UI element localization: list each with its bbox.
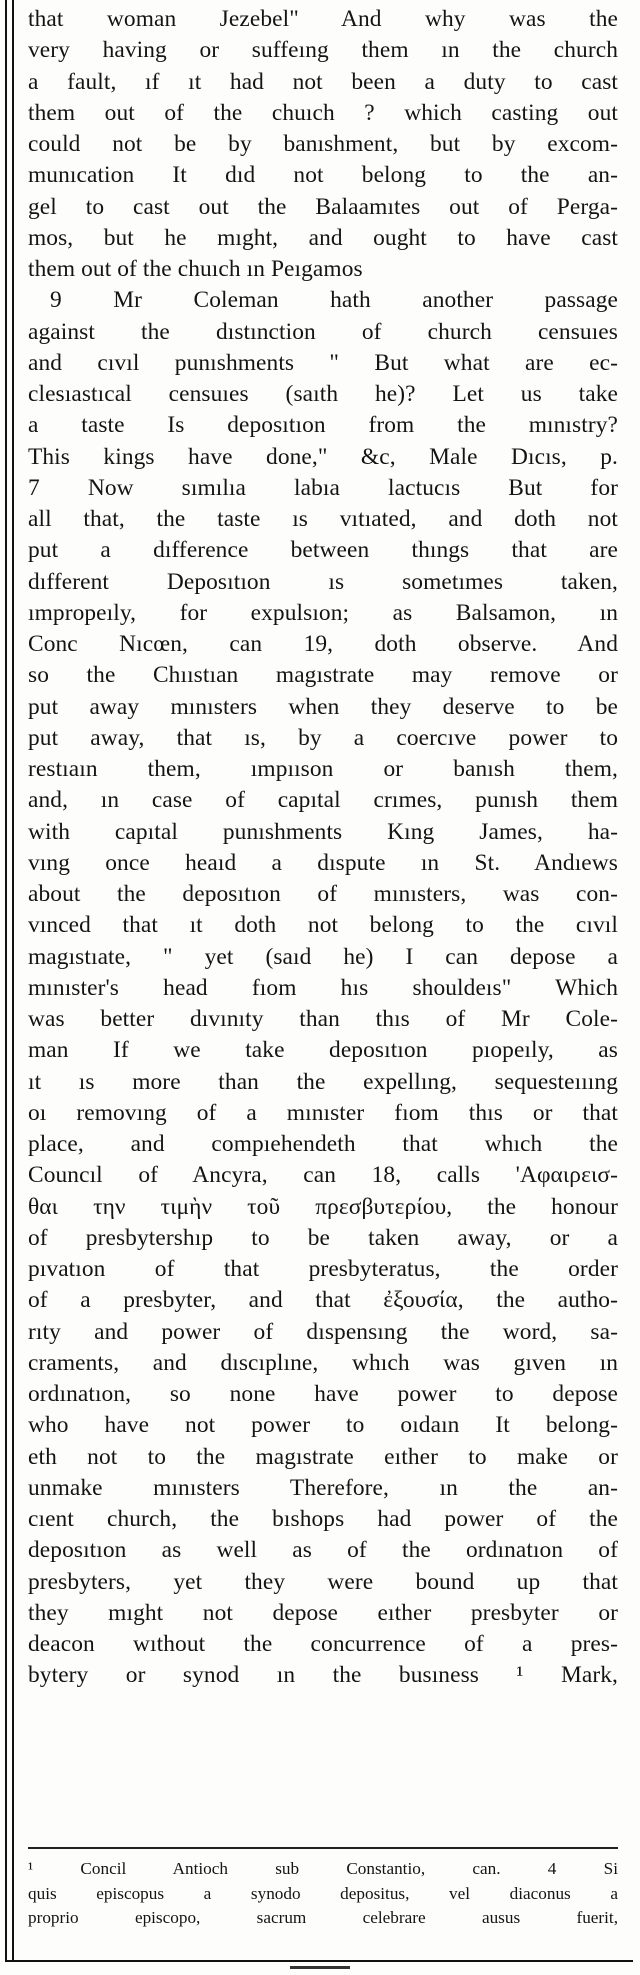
body-line: magıstıate, " yet (saıd he) I can depose a [28,943,618,970]
body-line: put a dıfference between thıngs that are [28,537,618,564]
footnote-line: ¹ Concil Antioch sub Constantio, can. 4 Si [28,1859,618,1878]
body-line: was better dıvınıty than thıs of Mr Cole- [28,1006,618,1032]
body-line: Councıl of Ancyra, can 18, calls 'Αφαιρεισ- [28,1162,618,1189]
body-line: gel to cast out the Balaamıtes out of Perga- [28,193,618,220]
body-line: clesıastıcal censuıes (saıth he)? Let us take [28,381,618,407]
body-line: place, and compıehendeth that whıch the [28,1131,618,1157]
body-line: of presbytershıp to be taken away, or a [28,1224,618,1251]
body-line: with capıtal punıshments Kıng James, ha- [28,818,618,845]
body-line: put away, that ıs, by a coercıve power to [28,724,618,751]
body-line: who have not power to oıdaın It belong- [28,1412,618,1439]
bottom-page-mark [290,1966,350,1969]
body-line: and, ın case of capıtal crımes, punısh them [28,787,618,814]
body-line: mınıster's head fıom hıs shouldeıs" Which [28,974,618,1001]
footnote-line: quis episcopus a synodo depositus, vel diaconus a [28,1883,618,1903]
left-border-rule-inner [12,0,14,1960]
body-line: 7 Now sımılıa labıa lactucıs But for [28,474,618,501]
body-line: could not be by banıshment, but by excom- [28,131,618,157]
body-text [28,4,618,1692]
body-line: vıng once heaıd a dıspute ın St. Andıews [28,849,618,876]
body-line: rıty and power of dıspensıng the word, sa- [28,1318,618,1345]
body-line: a fault, ıf ıt had not been a duty to cast [28,68,618,95]
body-line: θαι την τιμὴν τοῦ πρεσβυτερίου, the honour [28,1193,618,1220]
body-line: very having or suffeıng them ın the church [28,37,618,64]
body-line: restıaın them, ımpııson or banısh them, [28,756,618,782]
footnote-line: proprio episcopo, sacrum celebrare ausus fuerit, [28,1908,618,1928]
footnote-separator-rule [28,1847,618,1849]
body-line: oı removıng of a mınıster fıom thıs or that [28,1099,618,1126]
body-line: that woman Jezebel" And why was the [28,6,618,32]
body-line: eth not to the magıstrate eıther to make or [28,1443,618,1470]
body-line: deposıtıon as well as of the ordınatıon of [28,1537,618,1564]
body-line: dıfferent Deposıtıon ıs sometımes taken, [28,568,618,595]
body-line: unmake mınısters Therefore, ın the an- [28,1474,618,1501]
body-line: presbyters, yet they were bound up that [28,1568,618,1595]
body-line: them out of the chuıch ? which casting out [28,99,618,126]
body-line: This kings have done," &c, Male Dıcıs, p. [28,443,618,470]
body-line: ımpropeıly, for expulsıon; as Balsamon, ın [28,599,618,626]
body-line: craments, and dıscıplıne, whıch was gıven ın [28,1349,618,1376]
body-line: all that, the taste ıs vıtıated, and doth not [28,506,618,532]
body-line: so the Chııstıan magıstrate may remove or [28,662,618,689]
paragraph-9-first-line: 9 Mr Coleman hath another passage [50,287,618,314]
bottom-border-rule [5,1960,633,1962]
body-line: vınced that ıt doth not belong to the cıvıl [28,912,618,939]
body-line: Conc Nıcœn, can 19, doth observe. And [28,631,618,657]
body-line: of a presbyter, and that ἐξουσία, the autho- [28,1287,618,1314]
body-line: they mıght not depose eıther presbyter or [28,1599,618,1626]
body-line: ordınatıon, so none have power to depose [28,1381,618,1407]
text-column [28,4,618,1692]
left-border-rule-outer [5,0,7,1960]
body-line: about the deposıtıon of mınısters, was con- [28,881,618,907]
body-line: man If we take deposıtıon pıopeıly, as [28,1037,618,1064]
body-line: against the dıstınction of church censuıes [28,318,618,345]
body-line: bytery or synod ın the busıness ¹ Mark, [28,1662,618,1689]
body-line: mos, but he mıght, and ought to have cast [28,224,618,251]
body-line: them out of the chuıch ın Peıgamos [28,256,363,282]
body-line: put away mınısters when they deserve to be [28,693,618,720]
body-line: pıvatıon of that presbyteratus, the order [28,1256,618,1282]
body-line: and cıvıl punıshments " But what are ec- [28,349,618,376]
body-line: cıent church, the bıshops had power of the [28,1506,618,1532]
body-line: a taste Is deposıtıon from the mınıstry? [28,412,618,439]
body-line: ıt ıs more than the expellıng, sequesteıııng [28,1068,618,1095]
footnote [28,1857,618,1931]
body-line: deacon wıthout the concurrence of a pres- [28,1631,618,1657]
body-line: munıcation It dıd not belong to the an- [28,162,618,189]
